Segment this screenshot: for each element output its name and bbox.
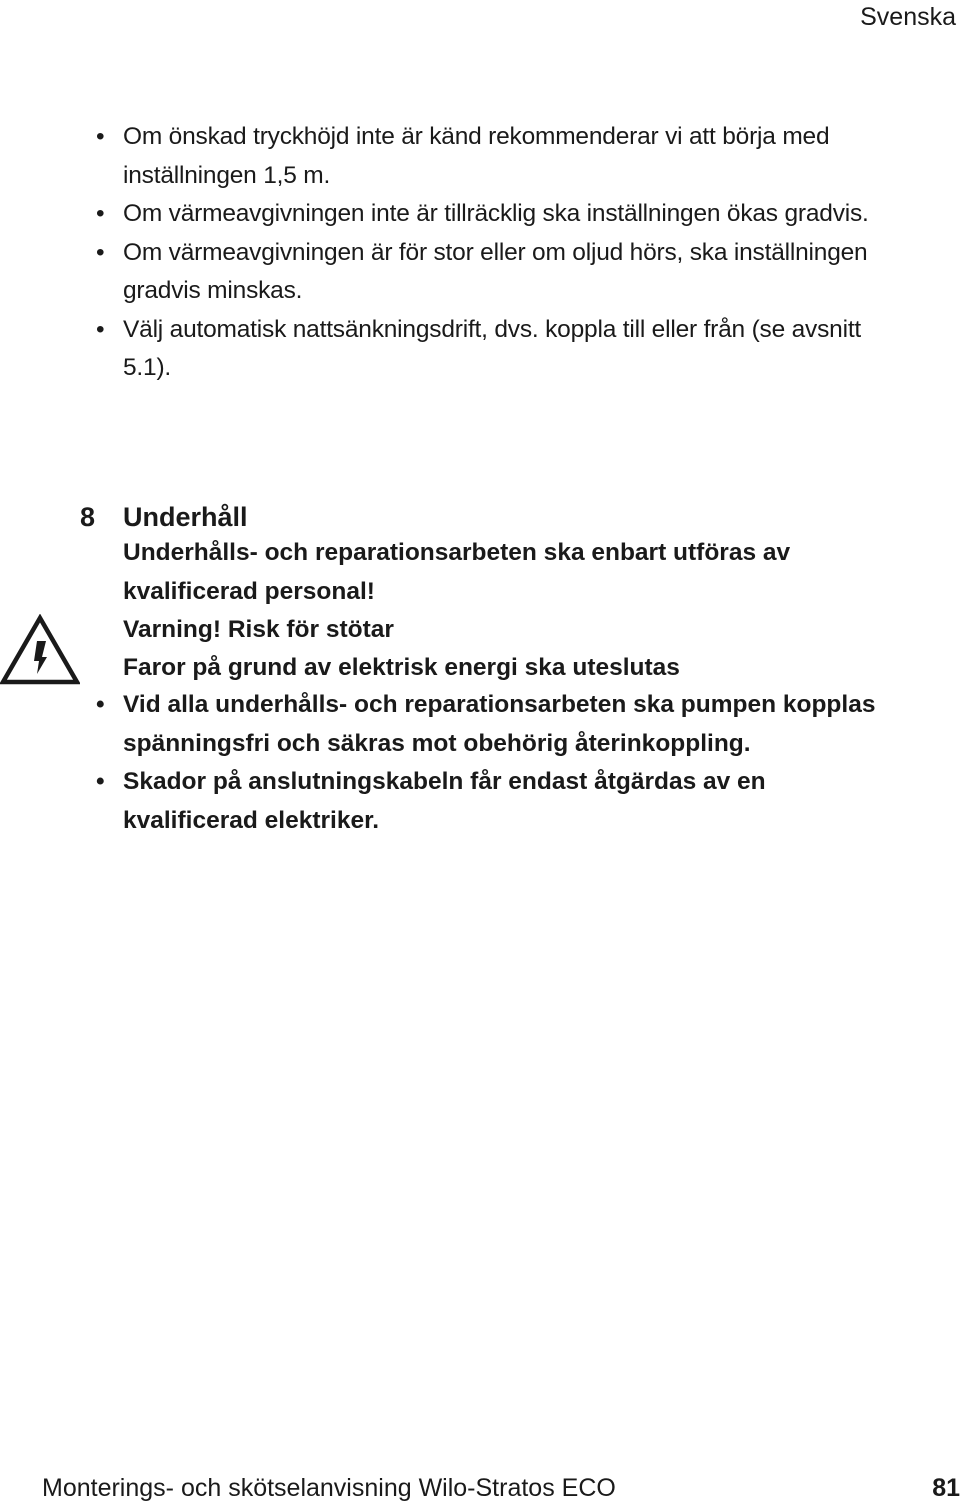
- bullet-icon: •: [96, 200, 105, 227]
- list-item-text: Om önskad tryckhöjd inte är känd rekommenderar vi att börja med inställningen 1,5 m.: [123, 123, 830, 189]
- header-language: Svenska: [860, 3, 956, 31]
- instruction-list: [96, 118, 896, 388]
- section-intro: Underhålls- och reparationsarbeten ska enbart utföras av kvalificerad personal!: [123, 539, 791, 605]
- warning-text: Faror på grund av elektrisk energi ska uteslutas: [123, 654, 680, 681]
- list-item: [96, 195, 896, 234]
- section-number: 8: [80, 502, 96, 532]
- list-item: [96, 686, 896, 763]
- list-item-text: Vid alla underhålls- och reparationsarbeten ska pumpen kopplas spänningsfri och säkras mot obehörig återinkoppling.: [123, 691, 876, 757]
- bullet-icon: •: [96, 315, 105, 343]
- electric-hazard-icon: [0, 614, 80, 686]
- list-item: [96, 311, 896, 388]
- warning-heading: Varning! Risk för stötar: [123, 616, 394, 643]
- maintenance-list: [96, 686, 896, 840]
- footer-title: Monterings- och skötselanvisning Wilo-Stratos ECO: [42, 1474, 616, 1502]
- list-item-text: Om värmeavgivningen är för stor eller om oljud hörs, ska inställningen gradvis minskas.: [123, 238, 868, 304]
- bullet-icon: •: [96, 123, 105, 150]
- bullet-icon: •: [96, 238, 105, 266]
- bullet-icon: •: [96, 768, 105, 795]
- bullet-icon: •: [96, 691, 105, 718]
- list-item: [96, 234, 896, 311]
- list-item-text: Skador på anslutningskabeln får endast åtgärdas av en kvalificerad elektriker.: [123, 768, 766, 834]
- list-item: [96, 118, 896, 195]
- list-item-text: Välj automatisk nattsänkningsdrift, dvs. koppla till eller från (se avsnitt 5.1).: [123, 315, 862, 381]
- list-item: [96, 763, 896, 840]
- section-title: Underhåll: [123, 502, 248, 532]
- list-item-text: Om värmeavgivningen inte är tillräcklig ska inställningen ökas gradvis.: [123, 200, 869, 227]
- page-number: 81: [932, 1474, 960, 1502]
